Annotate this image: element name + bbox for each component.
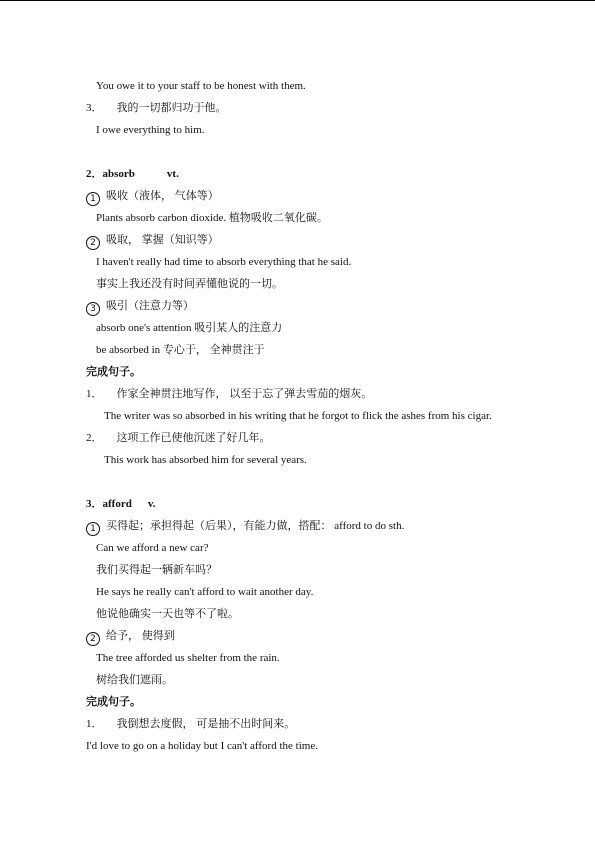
item-number: 3． [86,102,103,114]
heading-word: 3．afford [86,498,132,510]
page-top-rule [0,0,595,1]
exercise-question [86,431,271,445]
example-sentence: He says he really can't afford to wait another day. [96,586,314,598]
meaning-text: 吸引（注意力等） [106,300,194,312]
question-text: 这项工作已使他沉迷了好几年。 [116,432,271,444]
section-heading-absorb [86,167,179,181]
meaning-text: 给予， 使得到 [106,630,175,642]
item-number: 1． [86,388,103,400]
meaning-item [86,233,219,250]
example-sentence: I owe everything to him. [96,124,205,136]
part-of-speech: v. [147,498,156,510]
example-phrase: be absorbed in 专心于， 全神贯注于 [96,344,265,356]
exercise-question [86,717,295,731]
circled-number-icon: 3 [86,302,100,316]
meaning-item [86,629,175,646]
meaning-text: 吸收（液体， 气体等） [106,190,219,202]
example-phrase: absorb one's attention 吸引某人的注意力 [96,322,283,334]
example-translation: 树给我们遮雨。 [96,674,173,686]
example-translation: 事实上我还没有时间弄懂他说的一切。 [96,278,283,290]
list-item [86,101,227,115]
question-text: 我倒想去度假， 可是抽不出时间来。 [116,718,296,730]
example-translation: 他说他确实一天也等不了啦。 [96,608,239,620]
part-of-speech: vt. [166,168,179,180]
meaning-item [86,519,404,536]
exercise-answer: This work has absorbed him for several years. [104,454,307,466]
example-translation: 我们买得起一辆新车吗？ [96,564,217,576]
heading-word: 2．absorb [86,168,135,180]
circled-number-icon: 2 [86,236,100,250]
meaning-item [86,299,194,316]
circled-number-icon: 2 [86,632,100,646]
example-sentence: The tree afforded us shelter from the rain. [96,652,280,664]
item-text: 我的一切都归功于他。 [116,102,227,114]
example-sentence: You owe it to your staff to be honest with them. [96,80,306,92]
exercise-question [86,387,372,401]
circled-number-icon: 1 [86,522,100,536]
example-sentence: Plants absorb carbon dioxide. 植物吸收二氧化碳。 [96,212,328,224]
exercise-heading: 完成句子。 [86,366,141,378]
exercise-heading: 完成句子。 [86,696,141,708]
meaning-text: 吸取， 掌握（知识等） [106,234,219,246]
exercise-answer: I'd love to go on a holiday but I can't afford the time. [86,740,318,752]
section-heading-afford [86,497,155,511]
question-text: 作家全神贯注地写作， 以至于忘了弹去雪茄的烟灰。 [116,388,373,400]
item-number: 2． [86,432,103,444]
meaning-text: 买得起；承担得起（后果），有能力做，搭配： afford to do sth. [106,520,405,532]
item-number: 1． [86,718,103,730]
example-sentence: Can we afford a new car? [96,542,209,554]
meaning-item [86,189,219,206]
circled-number-icon: 1 [86,192,100,206]
exercise-answer: The writer was so absorbed in his writing that he forgot to flick the ashes from his cigar. [104,410,492,422]
example-sentence: I haven't really had time to absorb everything that he said. [96,256,352,268]
